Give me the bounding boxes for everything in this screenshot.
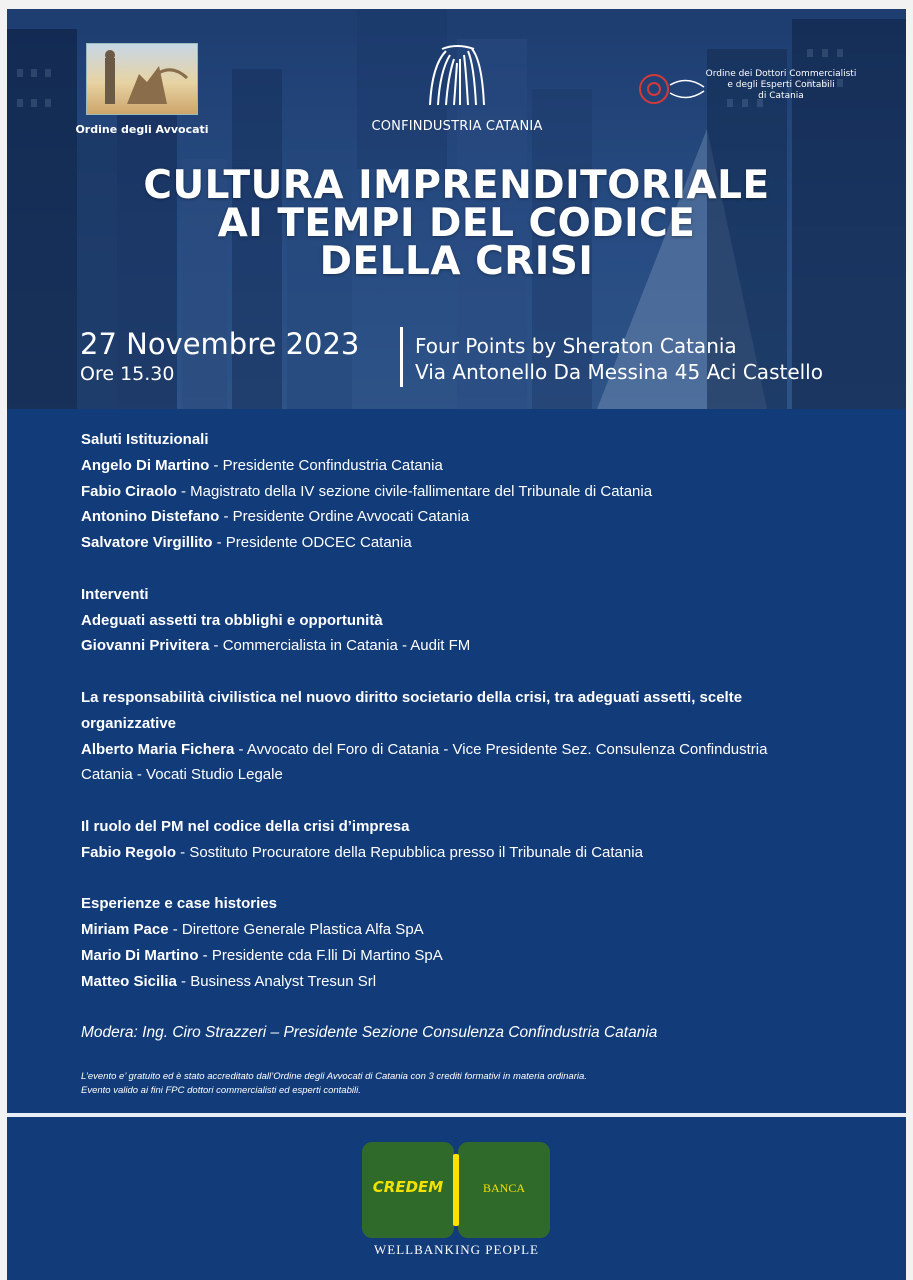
accreditation-note-line: Evento valido ai fini FPC dottori commercialisti ed esperti contabili. [81,1085,361,1097]
moderator-line: Modera: Ing. Ciro Strazzeri – Presidente Sezione Consulenza Confindustria Catania [81,1024,658,1042]
speaker-role: - Sostituto Procuratore della Repubblica presso il Tribunale di Catania [176,843,643,861]
speaker-name: Angelo Di Martino [81,456,210,474]
event-date: 27 Novembre 2023 [80,327,360,361]
section-heading-saluti: Saluti Istituzionali [81,431,209,448]
speaker-role: - Commercialista in Catania - Audit FM [209,637,471,655]
speaker-role: - Presidente ODCEC Catania [212,534,412,552]
confindustria-name: CONFINDUSTRIA CATANIA [371,119,543,134]
speaker-name: Miriam Pace [81,921,169,939]
talk-title: Adeguati assetti tra obblighi e opportunità [81,611,383,629]
speaker-name: Fabio Ciraolo [81,482,177,500]
speaker-name: Mario Di Martino [81,946,199,964]
venue-name: Four Points by Sheraton Catania [415,334,737,358]
event-title [7,163,906,284]
speaker-name: Antonino Distefano [81,508,220,526]
speaker-row [81,969,881,995]
speaker-row [81,737,881,763]
speaker-name: Giovanni Privitera [81,637,210,655]
speaker-role: - Business Analyst Tresun Srl [176,972,377,990]
speaker-row [81,943,881,969]
spacer [81,556,881,582]
speaker-row [81,530,881,556]
date-time-block [80,327,359,385]
odcec-name-line: e degli Esperti Contabili [727,80,835,90]
speaker-role: - Direttore Generale Plastica Alfa SpA [168,921,424,939]
credem-wordmark: CREDEM [372,1178,444,1196]
spacer [81,788,881,814]
speaker-row [81,917,881,943]
monument-image [86,43,198,115]
speaker-name: Matteo Sicilia [81,972,177,990]
talk-title: La responsabilità civilistica nel nuovo diritto societario della crisi, tra adeguati assetti, scelte [81,688,743,706]
banca-wordmark: BANCA [482,1181,525,1195]
speaker-row [81,840,881,866]
talk-title-cont: organizzative [81,714,177,732]
poster-header [7,9,906,409]
speaker-role: - Presidente Confindustria Catania [209,456,443,474]
odcec-name-line: di Catania [758,91,804,101]
speaker-role: - Magistrato della IV sezione civile-fallimentare del Tribunale di Catania [176,482,653,500]
section-heading-interventi: Interventi [81,585,149,603]
ordine-avvocati-logo [67,43,217,136]
speaker-role: - Avvocato del Foro di Catania - Vice Presidente Sez. Consulenza Confindustria [234,740,768,758]
section-heading-esperienze: Esperienze e case histories [81,895,277,913]
spacer [81,659,881,685]
speaker-name: Salvatore Virgillito [81,534,213,552]
footer-divider [7,1113,906,1117]
event-poster [7,9,906,1280]
event-time: Ore 15.30 [80,363,175,385]
accreditation-note-line: L’evento e’ gratuito ed è stato accreditato dall’Ordine degli Avvocati di Catania con 3 crediti formativi in materia ordinaria. [81,1071,587,1083]
event-title-line: DELLA CRISI [319,239,594,284]
credem-banca-logo [362,1142,552,1238]
speaker-role: - Presidente Ordine Avvocati Catania [219,508,470,526]
odcec-logo [632,67,872,117]
venue-address: Via Antonello Da Messina 45 Aci Castello [415,360,823,384]
spacer [81,995,881,1021]
event-title-line: CULTURA IMPRENDITORIALE [143,163,770,208]
speaker-row [81,453,881,479]
ordine-avvocati-caption: Ordine degli Avvocati [75,123,209,136]
speaker-name: Fabio Regolo [81,843,176,861]
vertical-divider [400,327,403,387]
odcec-name-line: Ordine dei Dottori Commercialisti [705,69,857,79]
program-section [81,427,881,1098]
event-title-line: AI TEMPI DEL CODICE [217,201,696,246]
talk-title: Il ruolo del PM nel codice della crisi d’impresa [81,817,410,835]
speaker-role: - Presidente cda F.lli Di Martino SpA [198,946,443,964]
speaker-name: Alberto Maria Fichera [81,740,235,758]
speaker-row [81,504,881,530]
odcec-name [696,69,866,102]
sponsor-tagline: WELLBANKING PEOPLE [374,1242,539,1257]
accreditation-note [81,1070,881,1098]
venue-block [415,333,823,385]
speaker-row [81,479,881,505]
speaker-row [81,633,881,659]
confindustria-logo [347,45,567,134]
confindustria-emblem-icon [422,45,492,111]
spacer [81,866,881,892]
speaker-role-cont: Catania - Vocati Studio Legale [81,766,283,784]
